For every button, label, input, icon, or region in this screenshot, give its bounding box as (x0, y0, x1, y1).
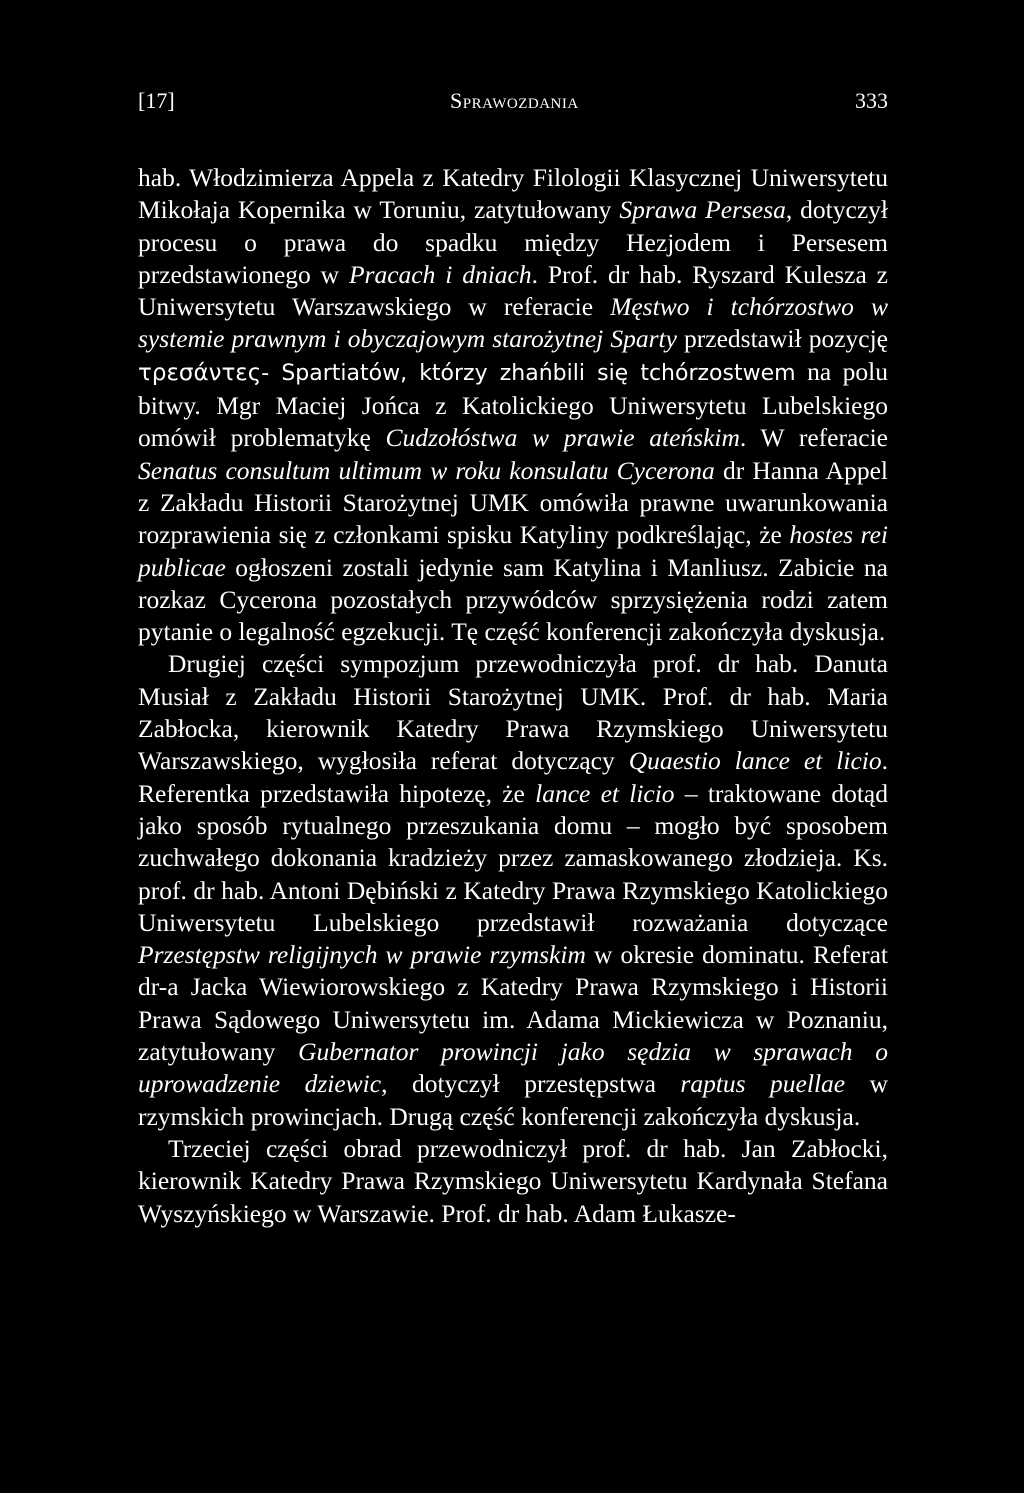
italic-title: Gubernator prowincji jako sędzia w sprawach o uprowadzenie dziewic (138, 1037, 888, 1099)
italic-title: Quaestio lance et licio (628, 746, 882, 776)
section-number: [17] (138, 88, 175, 113)
text-run: Drugiej części sympozjum przewodniczyła prof. dr hab. Danuta Musiał z Zakładu Historii Starożytnej UMK. Prof. dr hab. Maria Zabłocka, kierownik Katedry Prawa Rzymskiego Uniwersytetu Warszawskiego, wygłosiła referat dotyczący (138, 649, 888, 776)
text-run: Trzeciej części obrad przewodniczył prof. dr hab. Jan Zabłocki, kierownik Katedry Prawa Rzymskiego Uniwersytetu Kardynała Stefana Wyszyńskiego w Warszawie. Prof. dr hab. Adam Łukasze- (138, 1133, 888, 1228)
text-run: . W referacie (739, 423, 888, 453)
italic-title: raptus puellae (680, 1069, 846, 1099)
text-run: – traktowane dotąd jako sposób rytualnego przeszukania domu – mogło być sposobem zuchwałego dokonania kradzieży przez zamaskowanego złodzieja. Ks. prof. dr hab. Antoni Dębiński z Katedry Prawa Rzymskiego Katolickiego Uniwersytetu Lubelskiego przedstawił rozważania dotyczące (138, 778, 889, 937)
text-run: . Prof. dr hab. Ryszard Kulesza z Uniwersytetu Warszawskiego w referacie (138, 259, 888, 322)
text-run: w okresie dominatu. Referat dr-a Jacka Wiewiorowskiego z Katedry Prawa Rzymskiego i Historii Prawa Sądowego Uniwersytetu im. Adama Mickiewicza w Poznaniu, zatytułowany (138, 940, 888, 1067)
italic-title: Męstwo i tchórzostwo w systemie prawnym i obyczajowym starożytnej Sparty (138, 292, 888, 354)
text-run: hab. Włodzimierza Appela z Katedry Filologii Klasycznej Uniwersytetu Mikołaja Kopernika w Toruniu, zatytułowany (138, 163, 888, 225)
greek-term: τρεσάντες (138, 359, 262, 386)
text-run: dr Hanna Appel z Zakładu Historii Starożytnej UMK omówiła prawne uwarunkowania rozprawienia się z członkami spisku Katyliny podkreślając, że (138, 455, 888, 550)
paragraph-1 (138, 162, 888, 648)
running-title: Sprawozdania (450, 88, 579, 113)
paragraph-2 (138, 648, 888, 1132)
text-run: w rzymskich prowincjach. Drugą część konferencji zakończyła dyskusja. (138, 1069, 888, 1131)
page-number: 333 (855, 88, 888, 113)
text-run: na polu bitwy. Mgr Maciej Jońca z Katolickiego Uniwersytetu Lubelskiego omówił problematykę (138, 356, 888, 453)
running-head (138, 88, 888, 122)
body-text (138, 162, 888, 1230)
italic-title: Senatus consultum ultimum w roku konsulatu Cycerona (138, 455, 715, 485)
text-run: ogłoszeni zostali jedynie sam Katylina i Manliusz. Zabicie na rozkaz Cycerona pozostałych przywódców sprzysiężenia rodzi zatem pytanie o legalność egzekucji. Tę część konferencji zakończyła dyskusja. (138, 552, 888, 647)
paragraph-3 (138, 1133, 888, 1230)
italic-title: Sprawa Persesa (619, 195, 786, 225)
italic-title: Przestępstw religijnych w prawie rzymskim (138, 940, 586, 970)
text-run: , dotyczył procesu o prawa do spadku między Hezjodem i Persesem przedstawionego w (138, 195, 888, 289)
italic-title: Pracach i dniach (348, 259, 532, 289)
italic-title: lance et licio (535, 778, 675, 808)
text-run: - Spartiatów, którzy zhańbili się tchórzostwem (261, 360, 796, 386)
italic-title: hostes rei publicae (138, 520, 888, 582)
italic-title: Cudzołóstwa w prawie ateńskim (385, 423, 740, 453)
text-run: przedstawił pozycję (676, 324, 888, 354)
text-run: , dotyczył przestępstwa (381, 1069, 681, 1099)
text-run: . Referentka przedstawiła hipotezę, że (138, 746, 888, 808)
